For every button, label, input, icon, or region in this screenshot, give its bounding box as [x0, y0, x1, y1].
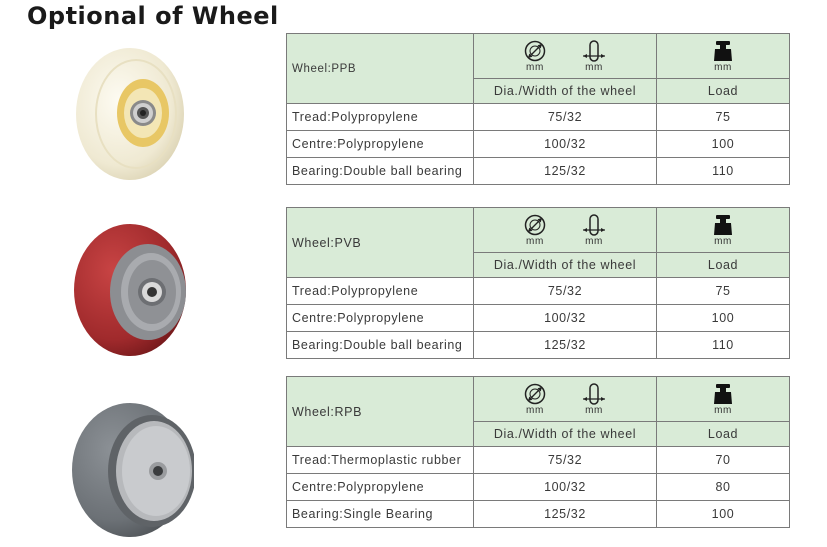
dia-width-cell: 125/32	[474, 501, 657, 528]
dia-width-cell: 125/32	[474, 332, 657, 359]
dia-width-header: Dia./Width of the wheel	[474, 253, 657, 278]
table-row	[287, 278, 790, 305]
table-row	[287, 158, 790, 185]
page-title: Optional of Wheel	[27, 2, 279, 30]
dia-width-cell: 75/32	[474, 104, 657, 131]
spec-cell: Bearing:Single Bearing	[287, 501, 474, 528]
table-row	[287, 501, 790, 528]
dia-width-header: Dia./Width of the wheel	[474, 422, 657, 447]
spec-cell: Tread:Thermoplastic rubber	[287, 447, 474, 474]
load-cell: 75	[657, 104, 790, 131]
width-unit: mm	[585, 61, 603, 73]
load-weight-icon	[713, 214, 733, 236]
load-cell: 110	[657, 332, 790, 359]
width-icon	[582, 40, 606, 62]
load-header: Load	[657, 422, 790, 447]
dia-width-cell: 125/32	[474, 158, 657, 185]
spec-cell: Centre:Polypropylene	[287, 474, 474, 501]
width-icon	[582, 214, 606, 236]
wheel-ppb-image	[75, 47, 185, 181]
load-cell: 100	[657, 131, 790, 158]
diameter-unit: mm	[526, 404, 544, 416]
dia-width-header: Dia./Width of the wheel	[474, 79, 657, 104]
load-header: Load	[657, 79, 790, 104]
spec-cell: Centre:Polypropylene	[287, 131, 474, 158]
load-cell: 75	[657, 278, 790, 305]
spec-cell: Bearing:Double ball bearing	[287, 158, 474, 185]
table-row	[287, 305, 790, 332]
table-row	[287, 474, 790, 501]
dia-width-cell: 100/32	[474, 305, 657, 332]
load-cell: 100	[657, 305, 790, 332]
spec-table-pvb	[286, 207, 790, 359]
wheel-label: Wheel:PPB	[287, 34, 474, 104]
wheel-label: Wheel:RPB	[287, 377, 474, 447]
load-cell: 70	[657, 447, 790, 474]
spec-cell: Tread:Polypropylene	[287, 104, 474, 131]
width-unit: mm	[585, 235, 603, 247]
load-unit: mm	[714, 235, 732, 247]
load-unit: mm	[714, 61, 732, 73]
spec-cell: Centre:Polypropylene	[287, 305, 474, 332]
diameter-icon	[524, 214, 546, 236]
diameter-icon	[524, 40, 546, 62]
wheel-pvb-image	[72, 222, 188, 358]
table-row	[287, 104, 790, 131]
load-cell: 110	[657, 158, 790, 185]
dia-width-cell: 75/32	[474, 447, 657, 474]
diameter-icon	[524, 383, 546, 405]
load-cell: 100	[657, 501, 790, 528]
spec-table-rpb	[286, 376, 790, 528]
load-cell: 80	[657, 474, 790, 501]
load-unit: mm	[714, 404, 732, 416]
spec-cell: Bearing:Double ball bearing	[287, 332, 474, 359]
spec-table-ppb	[286, 33, 790, 185]
spec-cell: Tread:Polypropylene	[287, 278, 474, 305]
dia-width-cell: 100/32	[474, 131, 657, 158]
table-row	[287, 332, 790, 359]
table-row	[287, 447, 790, 474]
diameter-unit: mm	[526, 61, 544, 73]
width-icon	[582, 383, 606, 405]
load-weight-icon	[713, 40, 733, 62]
dia-width-cell: 100/32	[474, 474, 657, 501]
table-row	[287, 131, 790, 158]
wheel-label: Wheel:PVB	[287, 208, 474, 278]
load-header: Load	[657, 253, 790, 278]
dia-width-cell: 75/32	[474, 278, 657, 305]
load-weight-icon	[713, 383, 733, 405]
width-unit: mm	[585, 404, 603, 416]
wheel-rpb-image	[70, 401, 194, 539]
diameter-unit: mm	[526, 235, 544, 247]
